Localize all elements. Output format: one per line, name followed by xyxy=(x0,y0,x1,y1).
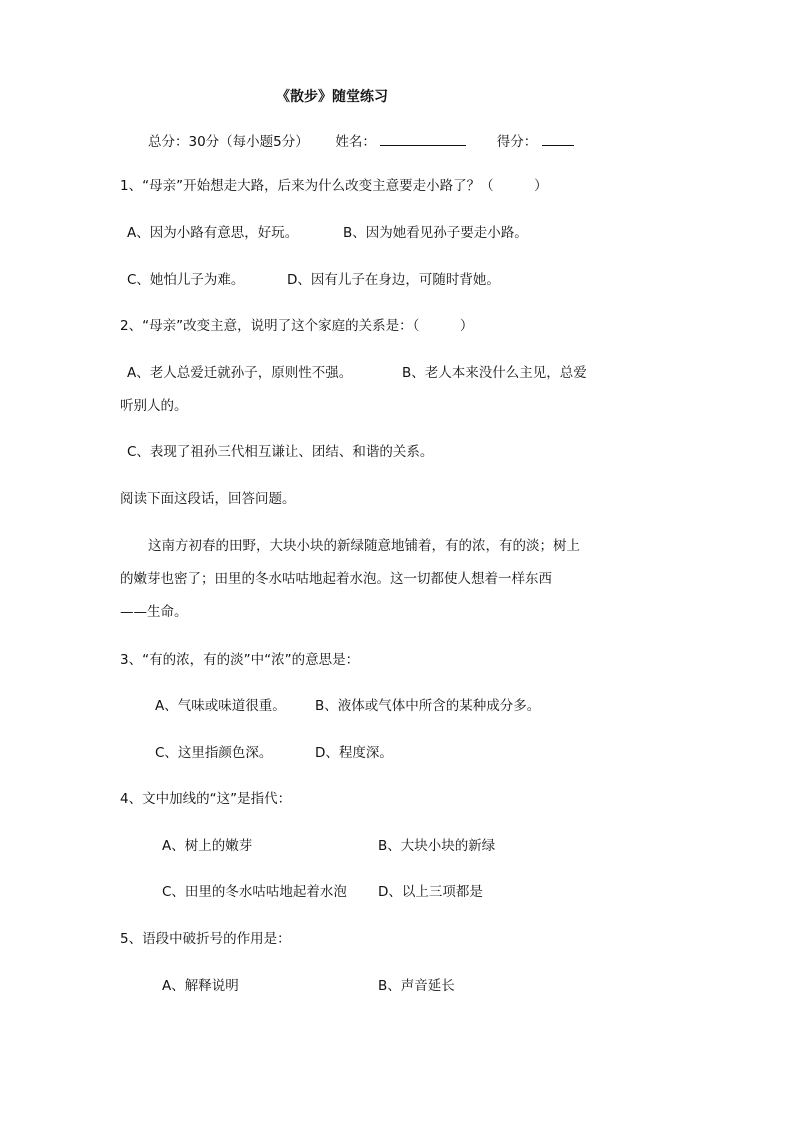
question-4-option-d: D、以上三项都是 xyxy=(378,884,483,900)
question-4-option-a: A、树上的嫩芽 xyxy=(162,838,253,854)
question-3-stem: 3、“有的浓，有的淡”中“浓”的意思是： xyxy=(120,652,360,668)
score-blank xyxy=(542,131,574,146)
question-3-option-d: D、程度深。 xyxy=(315,745,393,761)
question-2-stem: 2、“母亲”改变主意，说明了这个家庭的关系是：（ ） xyxy=(120,318,474,334)
score-label: 得分： xyxy=(496,134,538,150)
question-1-option-c: C、她怕儿子为难。 xyxy=(127,272,245,288)
passage-line-2-start: 的嫩芽也密了；田里的冬水咕咕地起着水泡。 xyxy=(120,571,390,587)
name-label: 姓名： xyxy=(335,134,376,150)
question-1-option-b: B、因为她看见孙子要走小路。 xyxy=(343,225,528,241)
question-4-option-c: C、田里的冬水咕咕地起着水泡 xyxy=(162,884,347,900)
score-header xyxy=(148,131,574,151)
question-3-option-b: B、液体或气体中所含的某种成分多。 xyxy=(315,698,541,714)
question-3-option-c: C、这里指颜色深。 xyxy=(155,745,273,761)
question-1-option-a: A、因为小路有意思，好玩。 xyxy=(127,225,299,241)
total-score-label: 总分：30分（每小题5分） xyxy=(148,134,309,150)
question-2-option-a: A、老人总爱迁就孙子，原则性不强。 xyxy=(127,365,353,381)
passage-line-3: ——生命。 xyxy=(120,604,188,620)
reading-instruction: 阅读下面这段话，回答问题。 xyxy=(120,491,296,507)
question-2-option-b: B、老人本来没什么主见，总爱 xyxy=(402,365,587,381)
underlined-word: 这 xyxy=(390,571,404,587)
question-1-stem: 1、“母亲”开始想走大路，后来为什么改变主意要走小路了？（ ） xyxy=(120,178,548,194)
question-2-option-b-continued: 听别人的。 xyxy=(120,398,188,414)
passage-line-2-end: 一切都使人想着一样东西 xyxy=(403,571,552,587)
question-4-option-b: B、大块小块的新绿 xyxy=(378,838,496,854)
worksheet-title: 《散步》随堂练习 xyxy=(276,89,388,105)
question-5-stem: 5、语段中破折号的作用是： xyxy=(120,931,291,947)
question-4-stem: 4、文中加线的“这”是指代： xyxy=(120,791,292,807)
question-2-option-c: C、表现了祖孙三代相互谦让、团结、和谐的关系。 xyxy=(127,444,434,460)
question-5-option-a: A、解释说明 xyxy=(162,978,239,994)
question-1-option-d: D、因有儿子在身边，可随时背她。 xyxy=(287,272,500,288)
question-3-option-a: A、气味或味道很重。 xyxy=(155,698,286,714)
passage-line-2 xyxy=(120,570,552,588)
passage-line-1: 这南方初春的田野，大块小块的新绿随意地铺着，有的浓，有的淡；树上 xyxy=(148,538,580,554)
name-blank xyxy=(380,131,466,146)
question-5-option-b: B、声音延长 xyxy=(378,978,455,994)
